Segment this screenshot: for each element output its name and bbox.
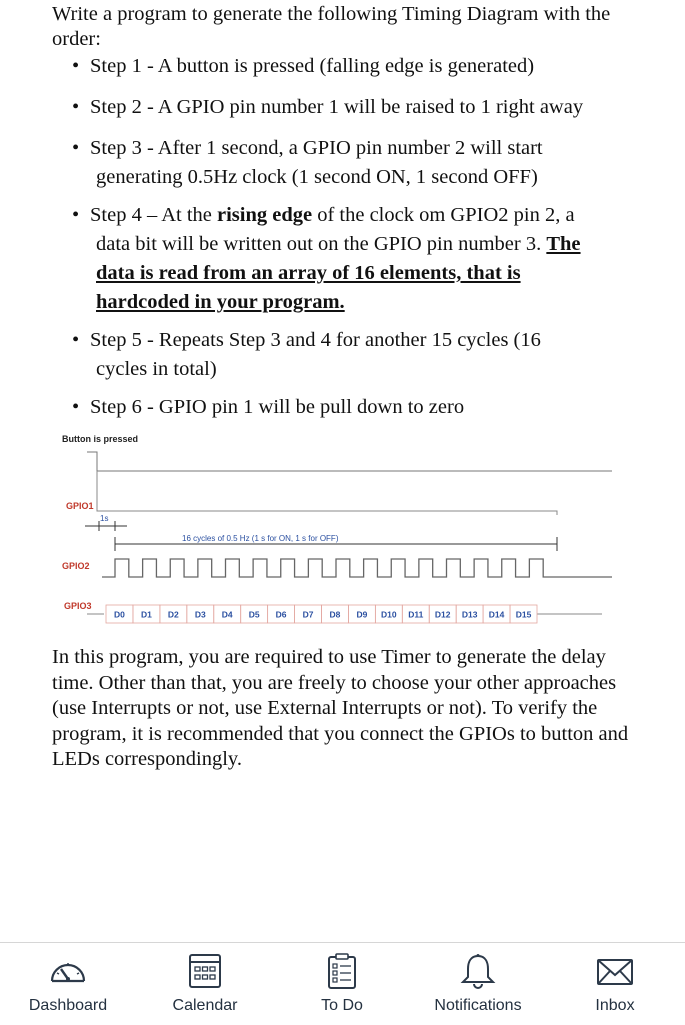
bullet-icon: • [72, 96, 80, 118]
timing-diagram [52, 425, 612, 635]
steps-list [72, 52, 632, 422]
data-bit-label: D10 [381, 609, 397, 620]
gpio3-label: GPIO3 [64, 601, 92, 611]
step-4-pre: Step 4 – At the [90, 204, 217, 226]
bullet-icon: • [72, 55, 80, 77]
step-4-bold: rising edge [216, 204, 313, 226]
step-2-text: Step 2 - A GPIO pin number 1 will be raised to 1 right away [90, 96, 584, 118]
step-4 [72, 201, 632, 317]
step-5-line1: Step 5 - Repeats Step 3 and 4 for another 15 cycles (16 [90, 329, 541, 351]
data-bit-label: D15 [515, 609, 532, 620]
gpio2-clock-wave [102, 559, 612, 577]
tab-dashboard[interactable] [8, 953, 128, 1015]
button-wave [87, 452, 612, 471]
step-4-post: of the clock om GPIO2 pin 2, a [312, 204, 575, 226]
step-1-text: Step 1 - A button is pressed (falling edge is generated) [90, 55, 535, 77]
dashboard-gauge-icon [48, 953, 88, 989]
bullet-icon: • [72, 204, 80, 226]
step-6-text: Step 6 - GPIO pin 1 will be pull down to zero [90, 396, 465, 418]
calendar-icon [185, 953, 225, 989]
tab-dashboard-label: Dashboard [28, 997, 108, 1014]
step-4-line2: data bit will be written out on the GPIO pin number 3. [96, 233, 547, 255]
gpio2-label: GPIO2 [62, 561, 90, 571]
data-bit-label: D3 [194, 609, 206, 620]
step-5 [72, 326, 632, 384]
intro-text: Write a program to generate the following Timing Diagram with the order: [52, 3, 611, 50]
gpio1-label: GPIO1 [66, 501, 94, 511]
bell-icon [458, 953, 498, 989]
delay-label: 1s [100, 514, 109, 523]
step-5-line2: cycles in total) [96, 358, 217, 380]
data-bit-label: D6 [275, 609, 287, 620]
step-1 [72, 52, 632, 81]
step-4-underline-1: The [546, 233, 581, 255]
gpio3-data-bits [106, 605, 537, 623]
tab-calendar-label: Calendar [172, 997, 238, 1014]
data-bit-label: D7 [302, 609, 314, 620]
data-bit-label: D11 [408, 609, 424, 620]
step-4-underline-3: hardcoded in your program. [96, 291, 345, 313]
step-3-line1: Step 3 - After 1 second, a GPIO pin number 2 will start [90, 137, 543, 159]
step-3-line2: generating 0.5Hz clock (1 second ON, 1 second OFF) [96, 166, 538, 188]
cycles-label: 16 cycles of 0.5 Hz (1 s for ON, 1 s for OFF) [182, 534, 339, 543]
data-bit-label: D4 [221, 609, 233, 620]
bullet-icon: • [72, 137, 80, 159]
todo-list-icon [322, 953, 362, 989]
data-bit-label: D12 [434, 609, 451, 620]
data-bit-label: D2 [167, 609, 179, 620]
button-label: Button is pressed [62, 434, 139, 444]
bottom-tab-bar [0, 942, 685, 1025]
tab-notifications[interactable] [418, 953, 538, 1015]
data-bit-label: D5 [248, 609, 260, 620]
step-3 [72, 134, 632, 192]
tab-todo[interactable] [282, 953, 402, 1015]
data-bit-label: D1 [140, 609, 152, 620]
data-bit-label: D13 [461, 609, 478, 620]
tab-inbox-label: Inbox [595, 997, 635, 1014]
data-bit-label: D9 [356, 609, 368, 620]
step-4-underline-2: data is read from an array of 16 elements, that is [96, 262, 521, 284]
data-bit-label: D8 [329, 609, 341, 620]
bullet-icon: • [72, 396, 80, 418]
step-6 [72, 393, 632, 422]
tab-todo-label: To Do [321, 997, 363, 1014]
tab-notifications-label: Notifications [434, 997, 522, 1014]
data-bit-label: D0 [114, 609, 125, 620]
envelope-icon [595, 953, 635, 989]
bullet-icon: • [72, 329, 80, 351]
step-2 [72, 93, 632, 122]
instructions-paragraph: In this program, you are required to use Timer to generate the delay time. Other than that, you are freely to choose your other approaches (use Interrupts or not, use External Interrupts or not). To verify the program, it is recommended that you connect the GPIOs to button and LEDs correspondingly. [52, 646, 629, 770]
tab-inbox[interactable] [555, 953, 675, 1015]
data-bit-label: D14 [488, 609, 505, 620]
tab-calendar[interactable] [145, 953, 265, 1015]
gpio1-wave [97, 471, 557, 515]
